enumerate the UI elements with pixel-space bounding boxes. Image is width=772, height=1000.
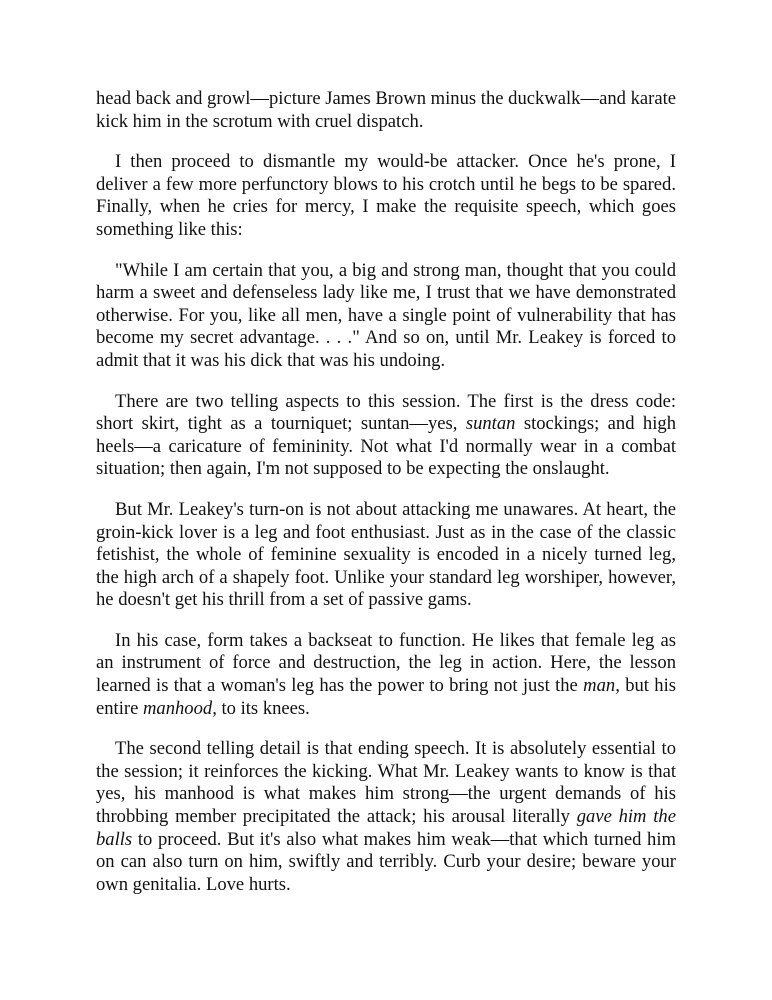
text-run: The second telling detail is that ending speech. It is absolutely essential to the session; it reinforces the kicking. What Mr. Leakey wants to know is that yes, his manhood is what makes him strong—the urgent demands of his throbbing member precipitated the attack; his arousal literally [96,738,676,828]
paragraph-4 [96,391,676,481]
italic-run: gave him the balls [96,806,676,850]
text-run: to its knees. [216,697,310,719]
book-page-text [96,88,676,914]
text-run: But Mr. Leakey's turn-on is not about attacking me unawares. At heart, the groin-kick lover is a leg and foot enthusiast. Just as in the case of the classic fetishist, the whole of feminine sexuality is encoded in a nicely turned leg, the high arch of a shapely foot. Unlike your standard leg worshiper, however, he doesn't get his thrill from a set of passive gams. [96,498,676,611]
text-run: I then proceed to dismantle my would-be attacker. Once he's prone, I deliver a few more perfunctory blows to his crotch until he begs to be spared. Finally, when he cries for mercy, I make the requisite speech, which goes something like this: [96,151,676,240]
paragraph-5 [96,499,676,612]
text-run: There are two telling aspects to this session. The first is the dress code: short skirt, tight as a tourniquet; suntan—yes, [96,390,676,435]
paragraph-6 [96,630,676,720]
italic-run: manhood, [142,697,217,719]
italic-run: suntan [465,413,516,435]
text-run: "While I am certain that you, a big and strong man, thought that you could harm a sweet and defenseless lady like me, I trust that we have demonstrated otherwise. For you, like all men, have a single point of vulnerability that has become my secret advantage. . . ." And so on, until Mr. Leakey is forced to admit that it was his dick that was his undoing. [96,259,676,371]
text-run: to proceed. But it's also what makes him weak—that which turned him on can also turn on him, swiftly and terribly. Curb your desire; beware your own genitalia. Love hurts. [96,828,676,895]
italic-run: man, [583,675,620,697]
text-run: stockings; and high heels—a caricature of femininity. Not what I'd normally wear in a combat situation; then again, I'm not supposed to be expecting the onslaught. [96,413,676,480]
paragraph-7 [96,738,676,896]
text-run: In his case, form takes a backseat to function. He likes that female leg as an instrument of force and destruction, the leg in action. Here, the lesson learned is that a woman's leg has the power to bring not just the [96,629,676,697]
paragraph-2 [96,151,676,241]
paragraph-3 [96,260,676,373]
paragraph-1 [96,88,676,133]
text-run: head back and growl—picture James Brown minus the duckwalk—and karate kick him in the scrotum with cruel dispatch. [96,88,676,132]
text-run: but his entire [96,675,676,719]
